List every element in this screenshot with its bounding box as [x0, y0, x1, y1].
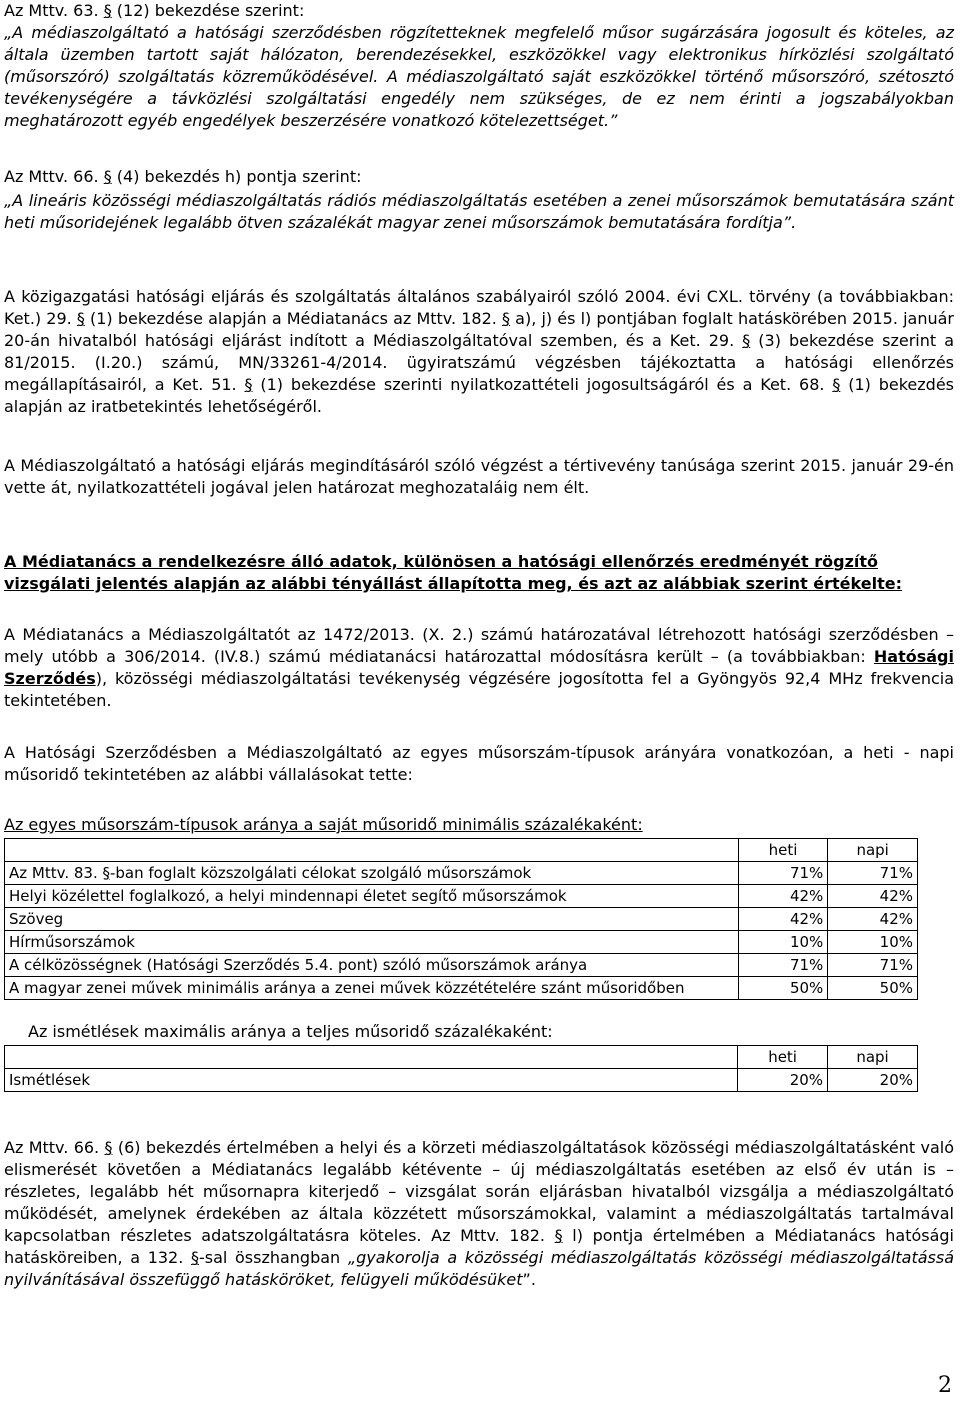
text-run: Az Mttv. 66.: [4, 1138, 105, 1157]
row-label: A magyar zenei művek minimális aránya a zenei művek közzétételére szánt műsoridőben: [5, 977, 739, 1000]
col-heti: heti: [738, 1046, 828, 1069]
text-run: A közigazgatási hatósági eljárás és szolgáltatás általános szabályairól szóló 2004. évi CXL. törvény (a továbbiakban: Ket.) 29.: [4, 287, 954, 328]
table-row: [5, 908, 918, 931]
empty-header-cell: [5, 839, 739, 862]
row-label: Ismétlések: [5, 1069, 738, 1092]
table-row: [5, 954, 918, 977]
text-run: (6) bekezdés értelmében a helyi és a körzeti médiaszolgáltatások közösségi médiaszolgáltatásként való elismerését követően a Médiatanács legalább kétévente – új médiaszolgáltatás esetében az első év után is – részletes, legalább hét műsornapra kiterjedő – vizsgálat során eljárásban hivatalból vizsgálja a médiaszolgáltató működését, amelynek érdekében az általa közzétett műsorszámokkal, valamint a médiaszolgáltatás tartalmával kapcsolatban részletes adatszolgáltatásra köteles. Az Mttv. 182.: [4, 1138, 955, 1245]
text-run: A Médiatanács a Médiaszolgáltatót az 1472/2013. (X. 2.) számú határozatával létrehozott hatósági szerződésben – mely utóbb a 306/2014. (IV.8.) számú médiatanácsi határozattal módosításra került – (a továbbiakban:: [4, 625, 954, 666]
program-type-table: [4, 838, 918, 1000]
mttv-63-rest: (12) bekezdése szerint:: [111, 1, 305, 20]
text-run: a), j) és l) pontjában foglalt hatáskörében 2015. január 20-án hivatalból hatósági eljárást indított a Médiaszolgáltatóval szemben, és a Ket. 29.: [4, 309, 955, 350]
text-run: -sal összhangban: [198, 1248, 348, 1267]
table2-caption: Az ismétlések maximális aránya a teljes műsoridő százalékaként:: [28, 1022, 553, 1041]
section-sign: §: [103, 1, 112, 20]
italic-quote: „gyakorolja a közösségi médiaszolgáltatás közösségi médiaszolgáltatássá nyilvánításával összefüggő hatásköröket, felügyeli működésüket: [4, 1248, 954, 1289]
contract-paragraph: [4, 624, 954, 712]
mttv-63-prefix: Az Mttv. 63.: [4, 1, 104, 20]
mttv-63-quote: „A médiaszolgáltató a hatósági szerződésben rögzítetteknek megfelelő műsor sugárzására jogosult és köteles, az általa üzemben tartott saját hálózaton, berendezésekkel, eszközökkel vagy elektronikus hírközlési szolgáltató (műsorszóró) szolgáltatás közreműködésével. A médiaszolgáltató saját eszközökkel történő műsorszóró, szétosztó tevékenységére a távközlési szolgáltatási engedély nem szükséges, de ez nem érinti a jogszabályokban meghatározott egyéb engedélyek beszerzésére vonatkozó kötelezettséget.”: [4, 23, 954, 130]
mttv-66-quote: „A lineáris közösségi médiaszolgáltatás rádiós médiaszolgáltatás esetében a zenei műsorszámok bemutatására szánt heti műsoridejének legalább ötven százalékát magyar zenei műsorszámok bemutatására fordítja”.: [4, 191, 954, 232]
mttv-66-rest: (4) bekezdés h) pontja szerint:: [111, 167, 362, 186]
napi-value: 71%: [828, 862, 918, 885]
table-row: [5, 977, 918, 1000]
row-label: [5, 862, 739, 885]
defined-term: Hatósági Szerződés: [4, 647, 954, 688]
repeat-ratio-table: [4, 1045, 918, 1092]
table1-caption: Az egyes műsorszám-típusok aránya a saját műsoridő minimális százalékaként:: [4, 815, 643, 834]
mttv-66-prefix: Az Mttv. 66.: [4, 167, 104, 186]
napi-value: 42%: [828, 885, 918, 908]
section-sign: §: [554, 1226, 563, 1245]
table-row: [5, 1069, 918, 1092]
napi-value: 50%: [828, 977, 918, 1000]
text-run: -ban foglalt közszolgálati célokat szolgáló műsorszámok: [109, 863, 532, 882]
heti-value: 10%: [738, 931, 828, 954]
section-sign: §: [190, 1248, 199, 1267]
col-heti: heti: [738, 839, 828, 862]
heti-value: 71%: [738, 954, 828, 977]
mttv-66-heading: [4, 166, 954, 188]
row-label: Hírműsorszámok: [5, 931, 739, 954]
empty-header-cell: [5, 1046, 738, 1069]
col-napi: napi: [828, 839, 918, 862]
row-label: Szöveg: [5, 908, 739, 931]
text-run: ), közösségi médiaszolgáltatási tevékenység végzésére jogosította fel a Gyöngyös 92,4 MHz frekvencia tekintetében.: [4, 669, 954, 710]
text-run: (1) bekezdése alapján a Médiatanács az Mttv. 182.: [84, 309, 503, 328]
section-sign: §: [502, 309, 511, 328]
napi-value: 71%: [828, 954, 918, 977]
col-napi: napi: [828, 1046, 918, 1069]
napi-value: 10%: [828, 931, 918, 954]
text-run: l) pontja értelmében a Médiatanács hatósági hatásköreiben, a 132.: [4, 1226, 954, 1267]
table-row: [5, 885, 918, 908]
mttv-63-heading: [4, 0, 954, 22]
section-sign: §: [76, 309, 85, 328]
delivery-paragraph: A Médiaszolgáltató a hatósági eljárás megindításáról szóló végzést a tértivevény tanúsága szerint 2015. január 29-én vette át, nyilatkozattételi jogával jelen határozat meghozataláig nem élt.: [4, 456, 954, 497]
heti-value: 71%: [738, 862, 828, 885]
findings-heading: A Médiatanács a rendelkezésre álló adatok, különösen a hatósági ellenőrzés eredményét rögzítő vizsgálati jelentés alapján az alábbi tényállást állapította meg, és azt az alábbiak szerint értékelte:: [4, 552, 902, 593]
section-sign: §: [742, 331, 751, 350]
page-number: 2: [938, 1373, 952, 1398]
section-sign: §: [102, 863, 110, 882]
text-run: (1) bekezdése szerinti nyilatkozattételi jogosultságáról és a Ket. 68.: [252, 375, 833, 394]
section-sign: §: [244, 375, 253, 394]
text-run: Az Mttv. 83.: [9, 863, 103, 882]
table-row: [5, 862, 918, 885]
table-header-row: [5, 1046, 918, 1069]
section-sign: §: [832, 375, 841, 394]
napi-value: 42%: [828, 908, 918, 931]
napi-value: 20%: [828, 1069, 918, 1092]
ket-procedure-paragraph: [4, 286, 954, 418]
text-run: (3) bekezdése szerint a 81/2015. (I.20.) számú, MN/33261-4/2014. ügyiratszámú végzésben tájékoztatta a hatósági ellenőrzés megállapításairól, a Ket. 51.: [4, 331, 954, 394]
section-sign: §: [103, 167, 112, 186]
heti-value: 42%: [738, 885, 828, 908]
heti-value: 20%: [738, 1069, 828, 1092]
community-media-paragraph: [4, 1137, 954, 1291]
heti-value: 50%: [738, 977, 828, 1000]
table-row: [5, 931, 918, 954]
section-sign: §: [104, 1138, 113, 1157]
commitments-paragraph: A Hatósági Szerződésben a Médiaszolgáltató az egyes műsorszám-típusok arányára vonatkozóan, a heti - napi műsoridő tekintetében az alábbi vállalásokat tette:: [4, 743, 954, 784]
text-run: ”.: [522, 1270, 536, 1289]
row-label: Helyi közélettel foglalkozó, a helyi mindennapi életet segítő műsorszámok: [5, 885, 739, 908]
heti-value: 42%: [738, 908, 828, 931]
table-header-row: [5, 839, 918, 862]
text-run: (1) bekezdés alapján az iratbetekintés lehetőségéről.: [4, 375, 955, 416]
row-label: A célközösségnek (Hatósági Szerződés 5.4. pont) szóló műsorszámok aránya: [5, 954, 739, 977]
